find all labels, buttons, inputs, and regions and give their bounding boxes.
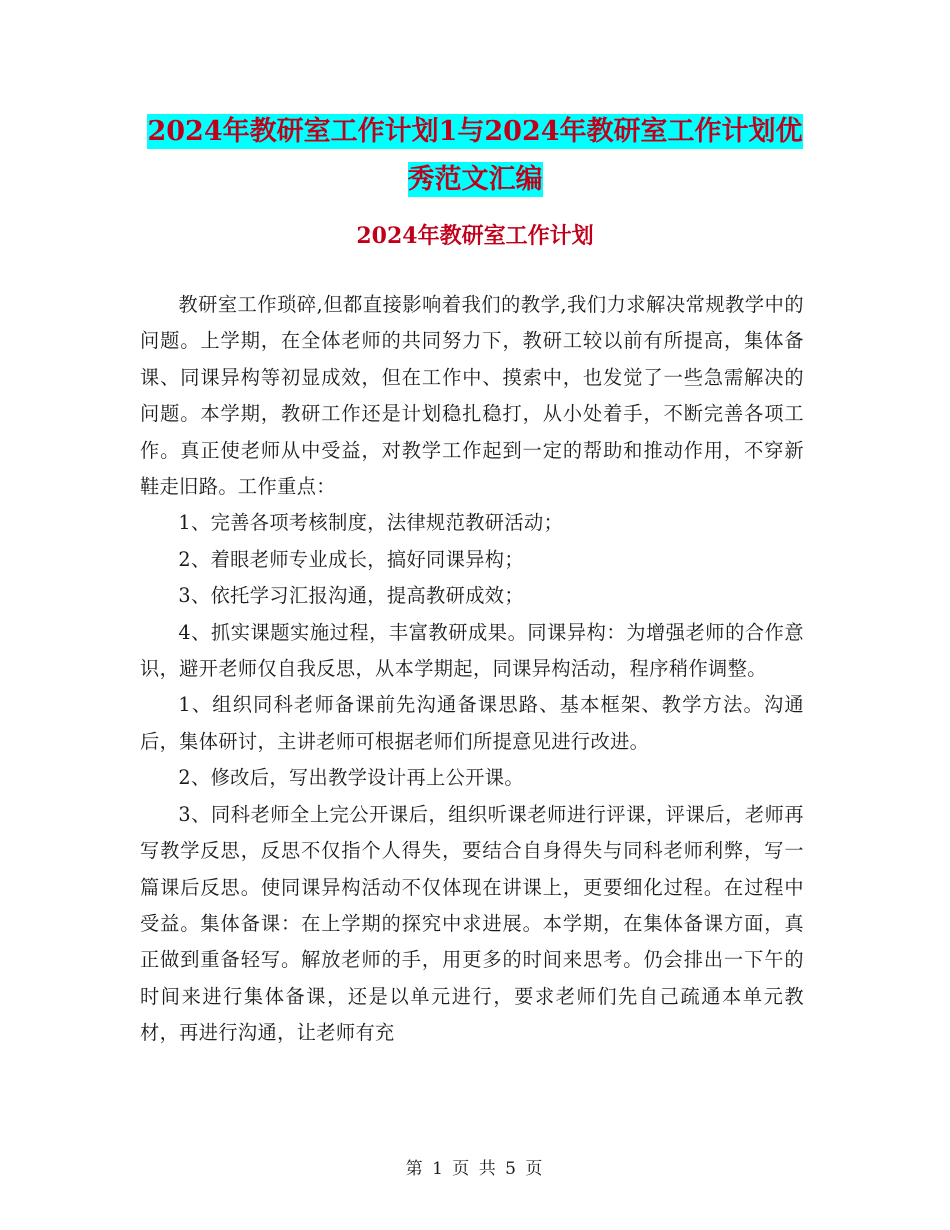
paragraph-item: 4、抓实课题实施过程，丰富教研成果。同课异构：为增强老师的合作意识，避开老师仅自我反思，从本学期起，同课异构活动，程序稍作调整。	[140, 620, 804, 681]
paragraph-intro: 教研室工作琐碎,但都直接影响着我们的教学,我们力求解决常规教学中的问题。上学期，在全体老师的共同努力下，教研工较以前有所提高，集体备课、同课异构等初显成效，但在工作中、摸索中，也发觉了一些急需解决的问题。本学期，教研工作还是计划稳扎稳打，从小处着手，不断完善各项工作。真正使老师从中受益，对教学工作起到一定的帮助和推动作用，不穿新鞋走旧路。工作重点：	[140, 293, 804, 499]
paragraph-item: 1、组织同科老师备课前先沟通备课思路、基本框架、教学方法。沟通后，集体研讨，主讲老师可根据老师们所提意见进行改进。	[140, 693, 804, 753]
document-title-line-2: 秀范文汇编	[407, 164, 543, 195]
paragraph-item: 1、完善各项考核制度，法律规范教研活动；	[178, 511, 564, 535]
paragraph-item: 2、修改后，写出教学设计再上公开课。	[178, 766, 524, 790]
paragraph-item: 2、着眼老师专业成长，搞好同课异构；	[178, 547, 524, 571]
paragraph-item: 3、依托学习汇报沟通，提高教研成效；	[178, 584, 524, 608]
paragraph-item: 3、同科老师全上完公开课后，组织听课老师进行评课，评课后，老师再写教学反思，反思不仅指个人得失，要结合自身得失与同科老师利弊，写一篇课后反思。使同课异构活动不仅体现在讲课上，更要细化过程。在过程中受益。集体备课：在上学期的探究中求进展。本学期，在集体备课方面，真正做到重备轻写。解放老师的手，用更多的时间来思考。仍会排出一下午的时间来进行集体备课，还是以单元进行，要求老师们先自己疏通本单元教材，再进行沟通，让老师有充	[140, 802, 804, 1045]
section-title: 2024年教研室工作计划	[356, 223, 594, 249]
document-title	[140, 108, 810, 204]
document-title-line-1: 2024年教研室工作计划1与2024年教研室工作计划优	[147, 116, 803, 147]
page-number-footer: 第 1 页 共 5 页	[405, 1159, 545, 1179]
document-body	[140, 287, 804, 1052]
